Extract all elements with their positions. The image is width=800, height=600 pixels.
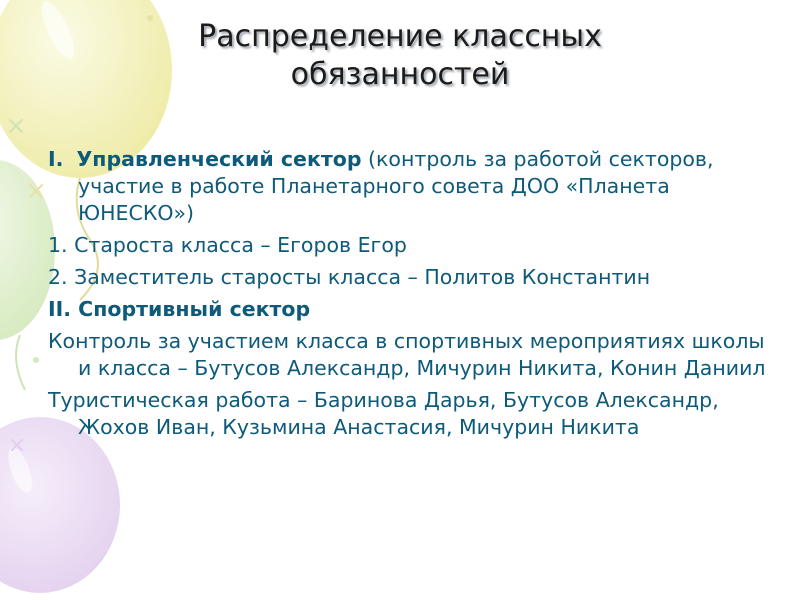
title-line-2: обязанностей — [290, 57, 510, 92]
tourism-paragraph: Туристическая работа – Баринова Дарья, Бутусов Александр, Жохов Иван, Кузьмина Анастасия, Мичурин Никита — [48, 388, 719, 439]
sports-control-paragraph: Контроль за участием класса в спортивных мероприятиях школы и класса – Бутусов Александр, Мичурин Никита, Конин Даниил — [48, 329, 766, 380]
management-sector-paragraph — [48, 146, 768, 227]
management-sector-description: (контроль за работой секторов, участие в работе Планетарного совета ДОО «Планета ЮНЕСКО») — [78, 147, 714, 225]
management-sector-heading: Управленческий сектор — [76, 147, 362, 171]
sports-sector-heading: II. Спортивный сектор — [48, 297, 311, 321]
slide-content — [48, 146, 768, 446]
green-balloon-left — [0, 160, 55, 390]
title-line-1: Распределение классных — [198, 19, 602, 54]
slide-title — [110, 18, 690, 94]
deputy-head-item: 2. Заместитель старосты класса – Политов Константин — [48, 265, 651, 289]
class-head-item: 1. Староста класса – Егоров Егор — [48, 233, 407, 257]
roman-numeral-1: I. — [48, 147, 64, 171]
